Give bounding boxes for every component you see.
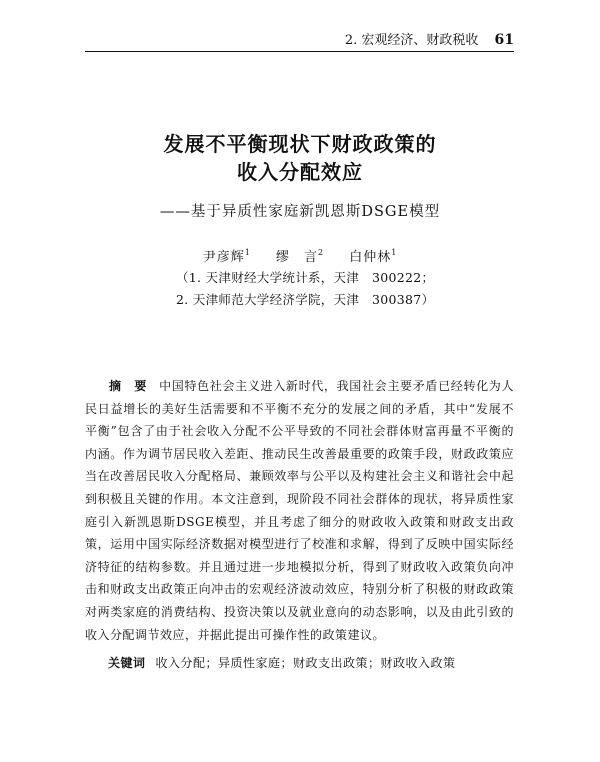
affiliation-2: 2. 天津师范大学经济学院，天津 300387） [176, 292, 435, 307]
abstract [85, 375, 514, 646]
running-header [85, 30, 514, 50]
author: 白仲林$^1$ [349, 248, 398, 265]
paper-title-line2: 收入分配效应 [237, 160, 363, 184]
abstract-text: 中国特色社会主义进入新时代，我国社会主要矛盾已经转化为人民日益增长的美好生活需要和不平衡不充分的发展之间的矛盾，其中“发展不平衡”包含了由于社会收入分配不公平导致的不同社会群体财富再量不平衡的内涵。作为调节居民收入差距、推动民生改善最重要的政策手段，财政政策应当在改善居民收入分配格局、兼顾效率与公平以及构建社会主义和谐社会中起到积极且关键的作用。本文注意到，现阶段不同社会群体的现状，将异质性家庭引入新凯恩斯DSGE模型，并且考虑了细分的财政收入政策和财政支出政策，运用中国实际经济数据对模型进行了校准和求解，得到了反映中国实际经济特征的结构参数。并且通过进一步地模拟分析，得到了财政收入政策负向冲击和财政支出政策正向冲击的宏观经济波动效应，特别分析了积极的财政政策对两类家庭的消费结构、投资决策以及就业意向的动态影响，以及由此引致的收入分配调节效应，并据此提出可操作性的政策建议。 [85, 379, 514, 642]
page-number: 61 [494, 32, 514, 48]
paper-subtitle: ——基于异质性家庭新凯恩斯DSGE模型 [159, 204, 441, 220]
affiliation-1: （1. 天津财经大学统计系，天津 300222； [176, 270, 435, 285]
keywords [108, 654, 456, 671]
abstract-label: 摘 要 [109, 379, 148, 393]
keywords-label: 关键词 [108, 656, 146, 670]
section-title: 2. 宏观经济、财政税收 [344, 33, 479, 48]
author: 尹彦辉$^1$ [202, 248, 251, 265]
paper-title-line1: 发展不平衡现状下财政政策的 [163, 132, 437, 156]
keywords-text: 收入分配；异质性家庭；财政支出政策；财政收入政策 [155, 656, 456, 670]
header-rule [85, 51, 514, 52]
author-list [0, 246, 600, 265]
author: 缪 言$^2$ [275, 248, 325, 265]
